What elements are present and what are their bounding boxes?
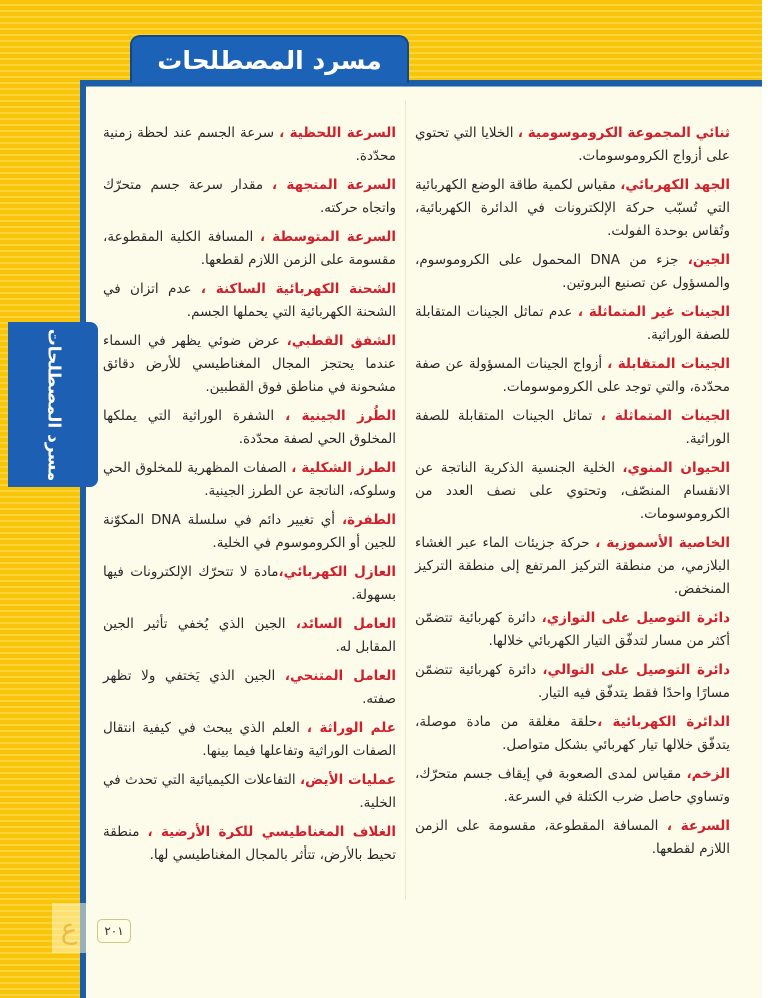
glossary-entry <box>103 509 396 555</box>
glossary-entry <box>103 561 396 607</box>
glossary-definition: الشفرة الوراثية التي يملكها المخلوق الحي لصفة محدّدة. <box>103 408 396 447</box>
glossary-definition: المسافة المقطوعة، مقسومة على الزمن اللازم لقطعها. <box>415 818 730 857</box>
glossary-entry <box>103 613 396 659</box>
glossary-entry <box>103 717 396 763</box>
side-tab <box>8 322 98 487</box>
glossary-entry <box>103 122 396 168</box>
glossary-entry <box>415 457 730 526</box>
glossary-entry <box>103 665 396 711</box>
glossary-term: علم الوراثة ، <box>306 720 396 736</box>
glossary-definition: دائرة كهربائية تتضمّن أكثر من مسار لتدفّق التيار الكهربائي خلالها. <box>415 610 730 649</box>
page-title: مسرد المصطلحات <box>130 35 409 83</box>
glossary-definition: المسافة الكلية المقطوعة، مقسومة على الزمن اللازم لقطعها. <box>103 229 396 268</box>
glossary-definition: تماثل الجينات المتقابلة للصفة الوراثية. <box>415 408 730 447</box>
glossary-definition: الجين الذي يُخفي تأثير الجين المقابل له. <box>103 616 396 655</box>
glossary-definition: منطقة تحيط بالأرض، تتأثر بالمجال المغناطيسي لها. <box>103 824 396 863</box>
glossary-term: السرعة اللحظية ، <box>279 125 396 141</box>
glossary-column-left <box>103 122 396 873</box>
glossary-definition: سرعة الجسم عند لحظة زمنية محدّدة. <box>103 125 396 164</box>
glossary-entry <box>415 174 730 243</box>
glossary-entry <box>415 815 730 861</box>
glossary-entry <box>103 226 396 272</box>
glossary-term: الجينات المتماثلة ، <box>600 408 730 424</box>
glossary-definition: الجين الذي يَختفي ولا تظهر صفته. <box>103 668 396 707</box>
glossary-entry <box>415 405 730 451</box>
glossary-entry <box>415 659 730 705</box>
glossary-term: السرعة المتوسطة ، <box>260 229 397 245</box>
glossary-term: الطُرز الجينية ، <box>285 408 396 424</box>
glossary-term: الدائرة الكهربائية ، <box>597 714 730 730</box>
glossary-term: الطرز الشكلية ، <box>291 460 396 476</box>
glossary-term: الحيوان المنوي، <box>622 460 730 476</box>
glossary-term: دائرة التوصيل على التوالي، <box>542 662 730 678</box>
glossary-definition: العلم الذي يبحث في كيفية انتقال الصفات الوراثية وتفاعلها فيما بينها. <box>103 720 396 759</box>
glossary-definition: حلقة مغلقة من مادة موصلة، يتدفّق خلالها تيار كهربائي بشكل متواصل. <box>415 714 730 753</box>
glossary-entry <box>103 769 396 815</box>
side-tab-label: مسرد المصطلحات <box>43 328 63 481</box>
glossary-definition: عدم تماثل الجينات المتقابلة للصفة الوراثية. <box>415 304 730 343</box>
glossary-term: الخاصية الأسموزية ، <box>595 535 731 551</box>
left-border-line <box>80 80 86 998</box>
glossary-entry <box>103 174 396 220</box>
glossary-definition: أي تغيير دائم في سلسلة DNA المكوّنة للجين أو الكروموسوم في الخلية. <box>103 512 396 551</box>
glossary-definition: جزء من DNA المحمول على الكروموسوم، والمسؤول عن تصنيع البروتين. <box>415 252 730 291</box>
glossary-entry <box>415 532 730 601</box>
glossary-definition: الصفات المظهرية للمخلوق الحي وسلوكه، الناتجة عن الطرز الجينية. <box>103 460 396 499</box>
glossary-term: السرعة المتجهة ، <box>271 177 397 193</box>
glossary-definition: حركة جزيئات الماء عبر الغشاء البلازمي، من منطقة التركيز المرتفع إلى منطقة التركيز المنخفض. <box>415 535 730 597</box>
glossary-entry <box>415 711 730 757</box>
glossary-definition: التفاعلات الكيميائية التي تحدث في الخلية. <box>103 772 396 811</box>
glossary-definition: الخلية الجنسية الذكرية الناتجة عن الانقسام المنصّف، وتحتوي على نصف العدد من الكروموسومات. <box>415 460 730 522</box>
glossary-definition: الخلايا التي تحتوي على أزواج الكروموسومات. <box>415 125 730 164</box>
glossary-definition: عرض ضوئي يظهر في السماء عندما يحتجز المجال المغناطيسي للأرض دقائق مشحونة في مناطق فوق القطبين. <box>103 333 396 395</box>
glossary-term: العامل السائد، <box>295 616 396 632</box>
glossary-definition: عدم اتزان في الشحنة الكهربائية التي يحملها الجسم. <box>103 281 396 320</box>
glossary-term: الجينات غير المتماثلة ، <box>577 304 730 320</box>
glossary-term: الغلاف المغناطيسي للكرة الأرضية ، <box>147 824 396 840</box>
column-divider <box>405 100 406 900</box>
glossary-entry <box>103 330 396 399</box>
publisher-logo-icon: ع <box>52 903 86 953</box>
glossary-term: عمليات الأيض، <box>300 772 396 788</box>
glossary-definition: دائرة كهربائية تتضمّن مسارًا واحدًا فقط يتدفّق فيه التيار. <box>415 662 730 701</box>
glossary-entry <box>415 122 730 168</box>
glossary-definition: مقياس لكمية طاقة الوضع الكهربائية التي تُسبّب حركة الإلكترونات في الدائرة الكهربائية، وتُقاس بوحدة الفولت. <box>415 177 730 239</box>
glossary-entry <box>103 405 396 451</box>
glossary-term: الطفرة، <box>341 512 396 528</box>
glossary-term: الجهد الكهربائي، <box>620 177 730 193</box>
glossary-entry <box>103 278 396 324</box>
glossary-term: الزخم، <box>686 766 730 782</box>
glossary-entry <box>103 457 396 503</box>
glossary-definition: مادة لا تتحرّك الإلكترونات فيها بسهولة. <box>103 564 396 603</box>
glossary-entry <box>415 301 730 347</box>
glossary-term: ثنائي المجموعة الكروموسومية ، <box>517 125 730 141</box>
glossary-entry <box>415 607 730 653</box>
glossary-term: الشحنة الكهربائية الساكنة ، <box>200 281 397 297</box>
glossary-entry <box>415 353 730 399</box>
glossary-definition: أزواج الجينات المسؤولة عن صفة محدّدة، والتي توجد على الكروموسومات. <box>415 356 730 395</box>
glossary-definition: مقياس لمدى الصعوبة في إيقاف جسم متحرّك، وتساوي حاصل ضرب الكتلة في السرعة. <box>415 766 730 805</box>
glossary-entry <box>415 763 730 809</box>
left-decorative-band <box>0 0 80 998</box>
glossary-entry <box>103 821 396 867</box>
page-number: ٢٠١ <box>97 919 131 943</box>
glossary-term: الشفق القطبي، <box>286 333 396 349</box>
glossary-term: العامل المتنحي، <box>284 668 396 684</box>
glossary-term: دائرة التوصيل على التوازي، <box>541 610 730 626</box>
glossary-definition: مقدار سرعة جسم متحرّك واتجاه حركته. <box>103 177 396 216</box>
glossary-entry <box>415 249 730 295</box>
glossary-term: العازل الكهربائي، <box>278 564 396 580</box>
glossary-column-right <box>415 122 730 867</box>
glossary-term: الجينات المتقابلة ، <box>607 356 730 372</box>
glossary-term: الجين، <box>687 252 730 268</box>
glossary-term: السرعة ، <box>666 818 730 834</box>
